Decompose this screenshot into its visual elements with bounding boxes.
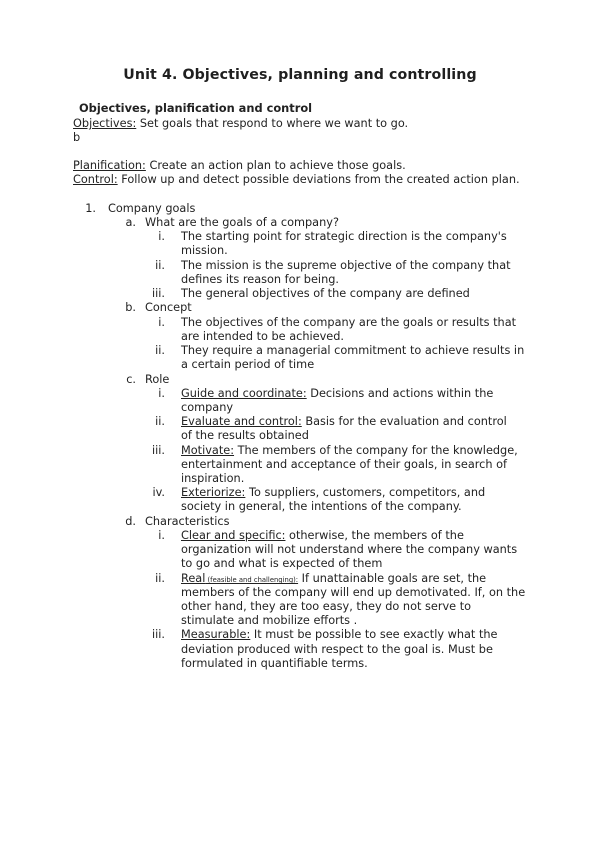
list-item-text: a certain period of time [181, 358, 315, 371]
term-description: Basis for the evaluation and control [301, 415, 507, 428]
list-item-text: deviation produced with respect to the goal is. Must be [181, 643, 493, 656]
control-label: Control: [73, 173, 118, 186]
term-label-qualifier: (feasible and challenging): [205, 576, 299, 584]
list-marker: ii. [155, 259, 165, 272]
list-marker: d. [125, 515, 136, 528]
list-marker: b. [125, 301, 136, 314]
list-marker: 1. [85, 202, 96, 215]
term-label: Motivate: [181, 444, 235, 457]
list-item-text: inspiration. [181, 472, 245, 485]
list-item-text [181, 572, 531, 587]
list-marker: i. [158, 316, 165, 329]
list-marker: i. [158, 529, 165, 542]
list-item-text: stimulate and mobilize efforts . [181, 614, 358, 627]
page-title: Unit 4. Objectives, planning and controlling [123, 67, 477, 83]
list-item-text [181, 387, 531, 401]
list-item-text: The starting point for strategic direction is the company's [181, 230, 507, 243]
list-marker: ii. [155, 415, 165, 428]
list-item-text: They require a managerial commitment to achieve results in [181, 344, 525, 357]
list-item-text: are intended to be achieved. [181, 330, 345, 343]
objectives-text: Set goals that respond to where we want to go. [136, 117, 409, 130]
list-marker: ii. [155, 344, 165, 357]
planification-label: Planification: [73, 159, 146, 172]
list-item-text: entertainment and acceptance of their goals, in search of [181, 458, 507, 471]
list-item-text: organization will not understand where the company wants [181, 543, 518, 556]
term-description: otherwise, the members of the [285, 529, 464, 542]
list-marker: iii. [151, 444, 165, 457]
list-item-text: defines its reason for being. [181, 273, 339, 286]
term-label: Clear and specific: [181, 529, 286, 542]
term-label: Evaluate and control: [181, 415, 302, 428]
list-item-label: Company goals [108, 202, 196, 215]
planification-text: Create an action plan to achieve those goals. [145, 159, 406, 172]
section-subheading: Objectives, planification and control [79, 101, 313, 115]
term-label: Exteriorize: [181, 486, 246, 499]
term-label: Guide and coordinate: [181, 387, 307, 400]
control-line [73, 173, 520, 187]
term-description: Decisions and actions within the [306, 387, 494, 400]
objectives-line [73, 117, 408, 131]
list-marker: i. [158, 387, 165, 400]
list-item-text: The mission is the supreme objective of the company that [181, 259, 511, 272]
list-item-text: of the results obtained [181, 429, 309, 442]
term-description: To suppliers, customers, competitors, and [245, 486, 486, 499]
list-item-text [181, 529, 531, 543]
list-marker: c. [126, 373, 136, 386]
list-item-text [181, 444, 531, 458]
term-label: Measurable: [181, 628, 251, 641]
list-item-text: mission. [181, 244, 228, 257]
list-item-text: The general objectives of the company are defined [181, 287, 470, 300]
list-item-text: formulated in quantifiable terms. [181, 657, 368, 670]
list-marker: iii. [151, 287, 165, 300]
list-item-label: Role [145, 373, 170, 386]
stray-character: b [73, 131, 81, 144]
list-item-label: Characteristics [145, 515, 230, 528]
list-item-text: company [181, 401, 234, 414]
list-item-label: Concept [145, 301, 192, 314]
list-item-label: What are the goals of a company? [145, 216, 339, 229]
objectives-label: Objectives: [73, 117, 137, 130]
term-label [181, 572, 298, 585]
list-item-text: society in general, the intentions of the company. [181, 500, 462, 513]
term-description: If unattainable goals are set, the [298, 572, 487, 585]
list-item-text: to go and what is expected of them [181, 557, 383, 570]
list-marker: iii. [151, 628, 165, 641]
list-marker: i. [158, 230, 165, 243]
list-item-text [181, 415, 531, 429]
planification-line [73, 159, 406, 173]
list-marker: iv. [152, 486, 165, 499]
term-description: The members of the company for the knowledge, [234, 444, 518, 457]
list-item-text: The objectives of the company are the goals or results that [181, 316, 517, 329]
list-marker: ii. [155, 572, 165, 585]
list-item-text: members of the company will end up demotivated. If, on the [181, 586, 526, 599]
term-description: It must be possible to see exactly what the [250, 628, 498, 641]
list-item-text [181, 628, 531, 642]
term-label-main: Real [181, 572, 206, 585]
list-marker: a. [125, 216, 136, 229]
list-item-text: other hand, they are too easy, they do not serve to [181, 600, 472, 613]
list-item-text [181, 486, 531, 500]
control-text: Follow up and detect possible deviations from the created action plan. [117, 173, 520, 186]
